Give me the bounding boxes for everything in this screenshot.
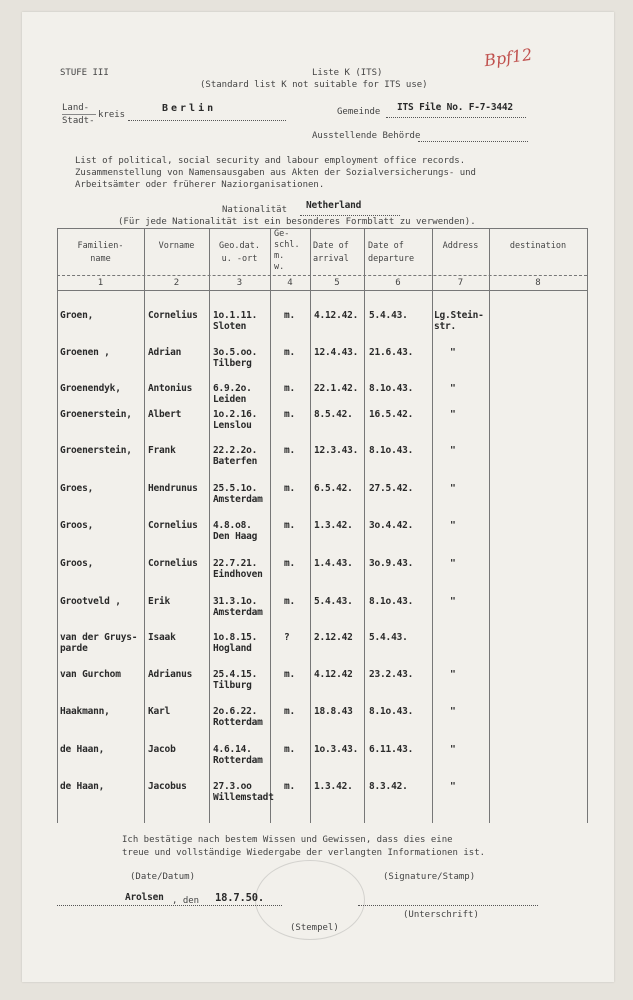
cell-geo-ort: Willemstadt [213, 792, 274, 803]
cell-arrival: 8.5.42. [314, 409, 353, 420]
cell-vorname: Frank [148, 445, 176, 456]
cell-address-line-2: str. [434, 321, 457, 332]
cell-arrival: 1o.3.43. [314, 744, 359, 755]
cell-geo: 25.5.1o. [213, 483, 258, 494]
cell-departure: 23.2.43. [369, 669, 414, 680]
cell-geo: 2o.6.22. [213, 706, 258, 717]
cell-geschl: m. [284, 706, 296, 717]
cell-address: " [450, 383, 456, 394]
cell-geo-ort: Rotterdam [213, 717, 263, 728]
cell-geschl: m. [284, 310, 296, 321]
cell-vorname: Cornelius [148, 520, 198, 531]
cell-departure: 3o.9.43. [369, 558, 414, 569]
cell-address: " [450, 445, 456, 456]
cell-vorname: Isaak [148, 632, 176, 643]
cell-arrival: 6.5.42. [314, 483, 353, 494]
nationality-note: (Für jede Nationalität ist ein besonderes Formblatt zu verwenden). [118, 217, 476, 227]
cell-geo: 1o.1.11. [213, 310, 258, 321]
col-number: 8 [535, 278, 541, 288]
land-label: Land- [62, 103, 90, 113]
gemeinde-value: ITS File No. F-7-3442 [397, 102, 513, 113]
confirmation-line-2: treue und vollständige Wiedergabe der verlangten Informationen ist. [122, 848, 486, 858]
cell-vorname: Karl [148, 706, 171, 717]
cell-geo-ort: Hogland [213, 643, 252, 654]
cell-geo: 25.4.15. [213, 669, 258, 680]
cell-geo: 3o.5.oo. [213, 347, 258, 358]
signature-label: (Signature/Stamp) [383, 872, 476, 882]
handwritten-annotation: Bpf12 [482, 44, 534, 71]
cell-geo-ort: Tilberg [213, 358, 252, 369]
cell-geo: 22.7.21. [213, 558, 258, 569]
behoerde-label: Ausstellende Behörde [312, 131, 421, 141]
cell-address: " [450, 744, 456, 755]
cell-geo: 4.6.14. [213, 744, 252, 755]
col-header-familienname: Familien- name [77, 241, 124, 264]
kreis-label: kreis [98, 110, 126, 120]
cell-arrival: 12.4.43. [314, 347, 359, 358]
unterschrift-label: (Unterschrift) [403, 910, 479, 920]
cell-geo: 6.9.2o. [213, 383, 252, 394]
description-line-2: Zusammenstellung von Namensausgaben aus Akten der Sozialversicherungs- und [75, 168, 476, 178]
col-number: 6 [395, 278, 401, 288]
cell-familienname: Groen, [60, 310, 94, 321]
cell-geo-ort: Lenslou [213, 420, 252, 431]
cell-departure: 5.4.43. [369, 310, 408, 321]
cell-familienname: Grootveld , [60, 596, 121, 607]
col-number: 3 [236, 278, 243, 288]
liste-title: Liste K (ITS) [312, 68, 383, 78]
col-number: 1 [97, 278, 104, 288]
cell-familienname: Groenerstein, [60, 445, 132, 456]
cell-departure: 16.5.42. [369, 409, 414, 420]
cell-geschl: m. [284, 520, 296, 531]
behoerde-line [418, 141, 528, 142]
cell-departure: 8.3.42. [369, 781, 408, 792]
cell-vorname: Jacobus [148, 781, 187, 792]
cell-geo-ort: Rotterdam [213, 755, 263, 766]
nationality-line [300, 215, 400, 216]
cell-arrival: 4.12.42. [314, 310, 359, 321]
cell-familienname: van der Gruys- [60, 632, 138, 643]
cell-geschl: m. [284, 669, 296, 680]
cell-departure: 27.5.42. [369, 483, 414, 494]
cell-arrival: 5.4.43. [314, 596, 353, 607]
kreis-value: Berlin [162, 103, 217, 114]
gemeinde-line [386, 117, 526, 118]
cell-geschl: m. [284, 445, 296, 456]
cell-address: " [450, 558, 456, 569]
cell-familienname: Haakmann, [60, 706, 110, 717]
cell-geo-ort: Amsterdam [213, 494, 263, 505]
cell-departure: 6.11.43. [369, 744, 414, 755]
stadt-label-text: Stadt- [62, 116, 95, 126]
cell-vorname: Antonius [148, 383, 193, 394]
den-label: , den [172, 896, 200, 906]
col-header-destination: destination [509, 241, 567, 251]
cell-departure: 21.6.43. [369, 347, 414, 358]
cell-arrival: 12.3.43. [314, 445, 359, 456]
kreis-line [128, 120, 286, 121]
cell-geo: 31.3.1o. [213, 596, 258, 607]
col-number: 5 [334, 278, 340, 288]
col-header-arrival: Date of arrival [313, 241, 349, 264]
cell-geo-ort: Tilburg [213, 680, 252, 691]
cell-address: " [450, 781, 456, 792]
cell-geschl: m. [284, 347, 296, 358]
date-label: (Date/Datum) [130, 872, 196, 882]
cell-geo-ort: Baterfen [213, 456, 258, 467]
cell-address: Lg.Stein- [434, 310, 484, 321]
cell-geo: 1o.8.15. [213, 632, 258, 643]
cell-vorname: Adrian [148, 347, 182, 358]
col-number: 7 [457, 278, 464, 288]
cell-address: " [450, 483, 456, 494]
cell-geo: 1o.2.16. [213, 409, 258, 420]
stempel-label: (Stempel) [290, 923, 339, 933]
date-line [57, 905, 282, 906]
cell-arrival: 1.3.42. [314, 520, 353, 531]
cell-address: " [450, 520, 456, 531]
cell-departure: 8.1o.43. [369, 445, 414, 456]
cell-geschl: ? [284, 632, 290, 643]
description-line-3: Arbeitsämter oder früherer Naziorganisationen. [75, 180, 325, 190]
cell-geschl: m. [284, 409, 296, 420]
description-line-1: List of political, social security and labour employment office records. [75, 156, 466, 166]
cell-address: " [450, 669, 456, 680]
cell-arrival: 22.1.42. [314, 383, 359, 394]
cell-vorname: Jacob [148, 744, 176, 755]
cell-familienname: de Haan, [60, 744, 105, 755]
cell-geschl: m. [284, 596, 296, 607]
cell-familienname: de Haan, [60, 781, 105, 792]
cell-arrival: 2.12.42 [314, 632, 353, 643]
cell-address: " [450, 347, 456, 358]
cell-vorname: Hendrunus [148, 483, 198, 494]
land-divider [62, 114, 96, 115]
cell-departure: 5.4.43. [369, 632, 408, 643]
cell-familienname: Groenen , [60, 347, 110, 358]
col-header-departure: Date of departure [368, 241, 415, 264]
col-header-vorname: Vorname [158, 241, 195, 251]
cell-vorname: Albert [148, 409, 182, 420]
cell-vorname: Adrianus [148, 669, 193, 680]
cell-departure: 8.1o.43. [369, 383, 414, 394]
cell-departure: 8.1o.43. [369, 706, 414, 717]
cell-familienname: Groos, [60, 520, 94, 531]
cell-familienname: van Gurchom [60, 669, 121, 680]
nationality-value: Netherland [306, 200, 362, 211]
cell-geschl: m. [284, 383, 296, 394]
cell-geschl: m. [284, 483, 296, 494]
liste-subtitle: (Standard list K not suitable for ITS use) [200, 80, 428, 90]
cell-geo: 4.8.o8. [213, 520, 252, 531]
cell-geo-ort: Sloten [213, 321, 247, 332]
cell-familienname: Groenerstein, [60, 409, 132, 420]
cell-geschl: m. [284, 781, 296, 792]
cell-geo-ort: Amsterdam [213, 607, 263, 618]
cell-familienname: Groes, [60, 483, 94, 494]
cell-familienname-line-2: parde [60, 643, 88, 654]
cell-geo-ort: Eindhoven [213, 569, 263, 580]
cell-address: " [450, 596, 456, 607]
cell-familienname: Groos, [60, 558, 94, 569]
cell-geo: 27.3.oo [213, 781, 252, 792]
cell-familienname: Groenendyk, [60, 383, 121, 394]
cell-arrival: 18.8.43 [314, 706, 353, 717]
cell-geschl: m. [284, 744, 296, 755]
gemeinde-label: Gemeinde [337, 107, 381, 117]
cell-geo: 22.2.2o. [213, 445, 258, 456]
cell-vorname: Erik [148, 596, 171, 607]
confirmation-line-1: Ich bestätige nach bestem Wissen und Gewissen, dass dies eine [122, 835, 453, 845]
col-header-geschlecht: Ge- schl. m. w. [274, 229, 300, 272]
cell-vorname: Cornelius [148, 310, 198, 321]
cell-geo-ort: Den Haag [213, 531, 258, 542]
cell-departure: 3o.4.42. [369, 520, 414, 531]
cell-arrival: 1.4.43. [314, 558, 353, 569]
col-number: 4 [287, 278, 293, 288]
signature-line [358, 905, 538, 906]
cell-address: " [450, 706, 456, 717]
cell-geo-ort: Leiden [213, 394, 247, 405]
cell-geschl: m. [284, 558, 296, 569]
cell-arrival: 4.12.42 [314, 669, 353, 680]
cell-address: " [450, 409, 456, 420]
col-header-address: Address [442, 241, 479, 251]
stufe-label: STUFE III [60, 68, 109, 78]
col-header-geburt: Geo.dat. u. -ort [219, 241, 260, 264]
nationality-label: Nationalität [222, 205, 288, 215]
date-value: 18.7.50. [215, 892, 264, 904]
cell-arrival: 1.3.42. [314, 781, 353, 792]
col-number: 2 [173, 278, 180, 288]
place-value: Arolsen [125, 892, 164, 903]
cell-vorname: Cornelius [148, 558, 198, 569]
cell-departure: 8.1o.43. [369, 596, 414, 607]
